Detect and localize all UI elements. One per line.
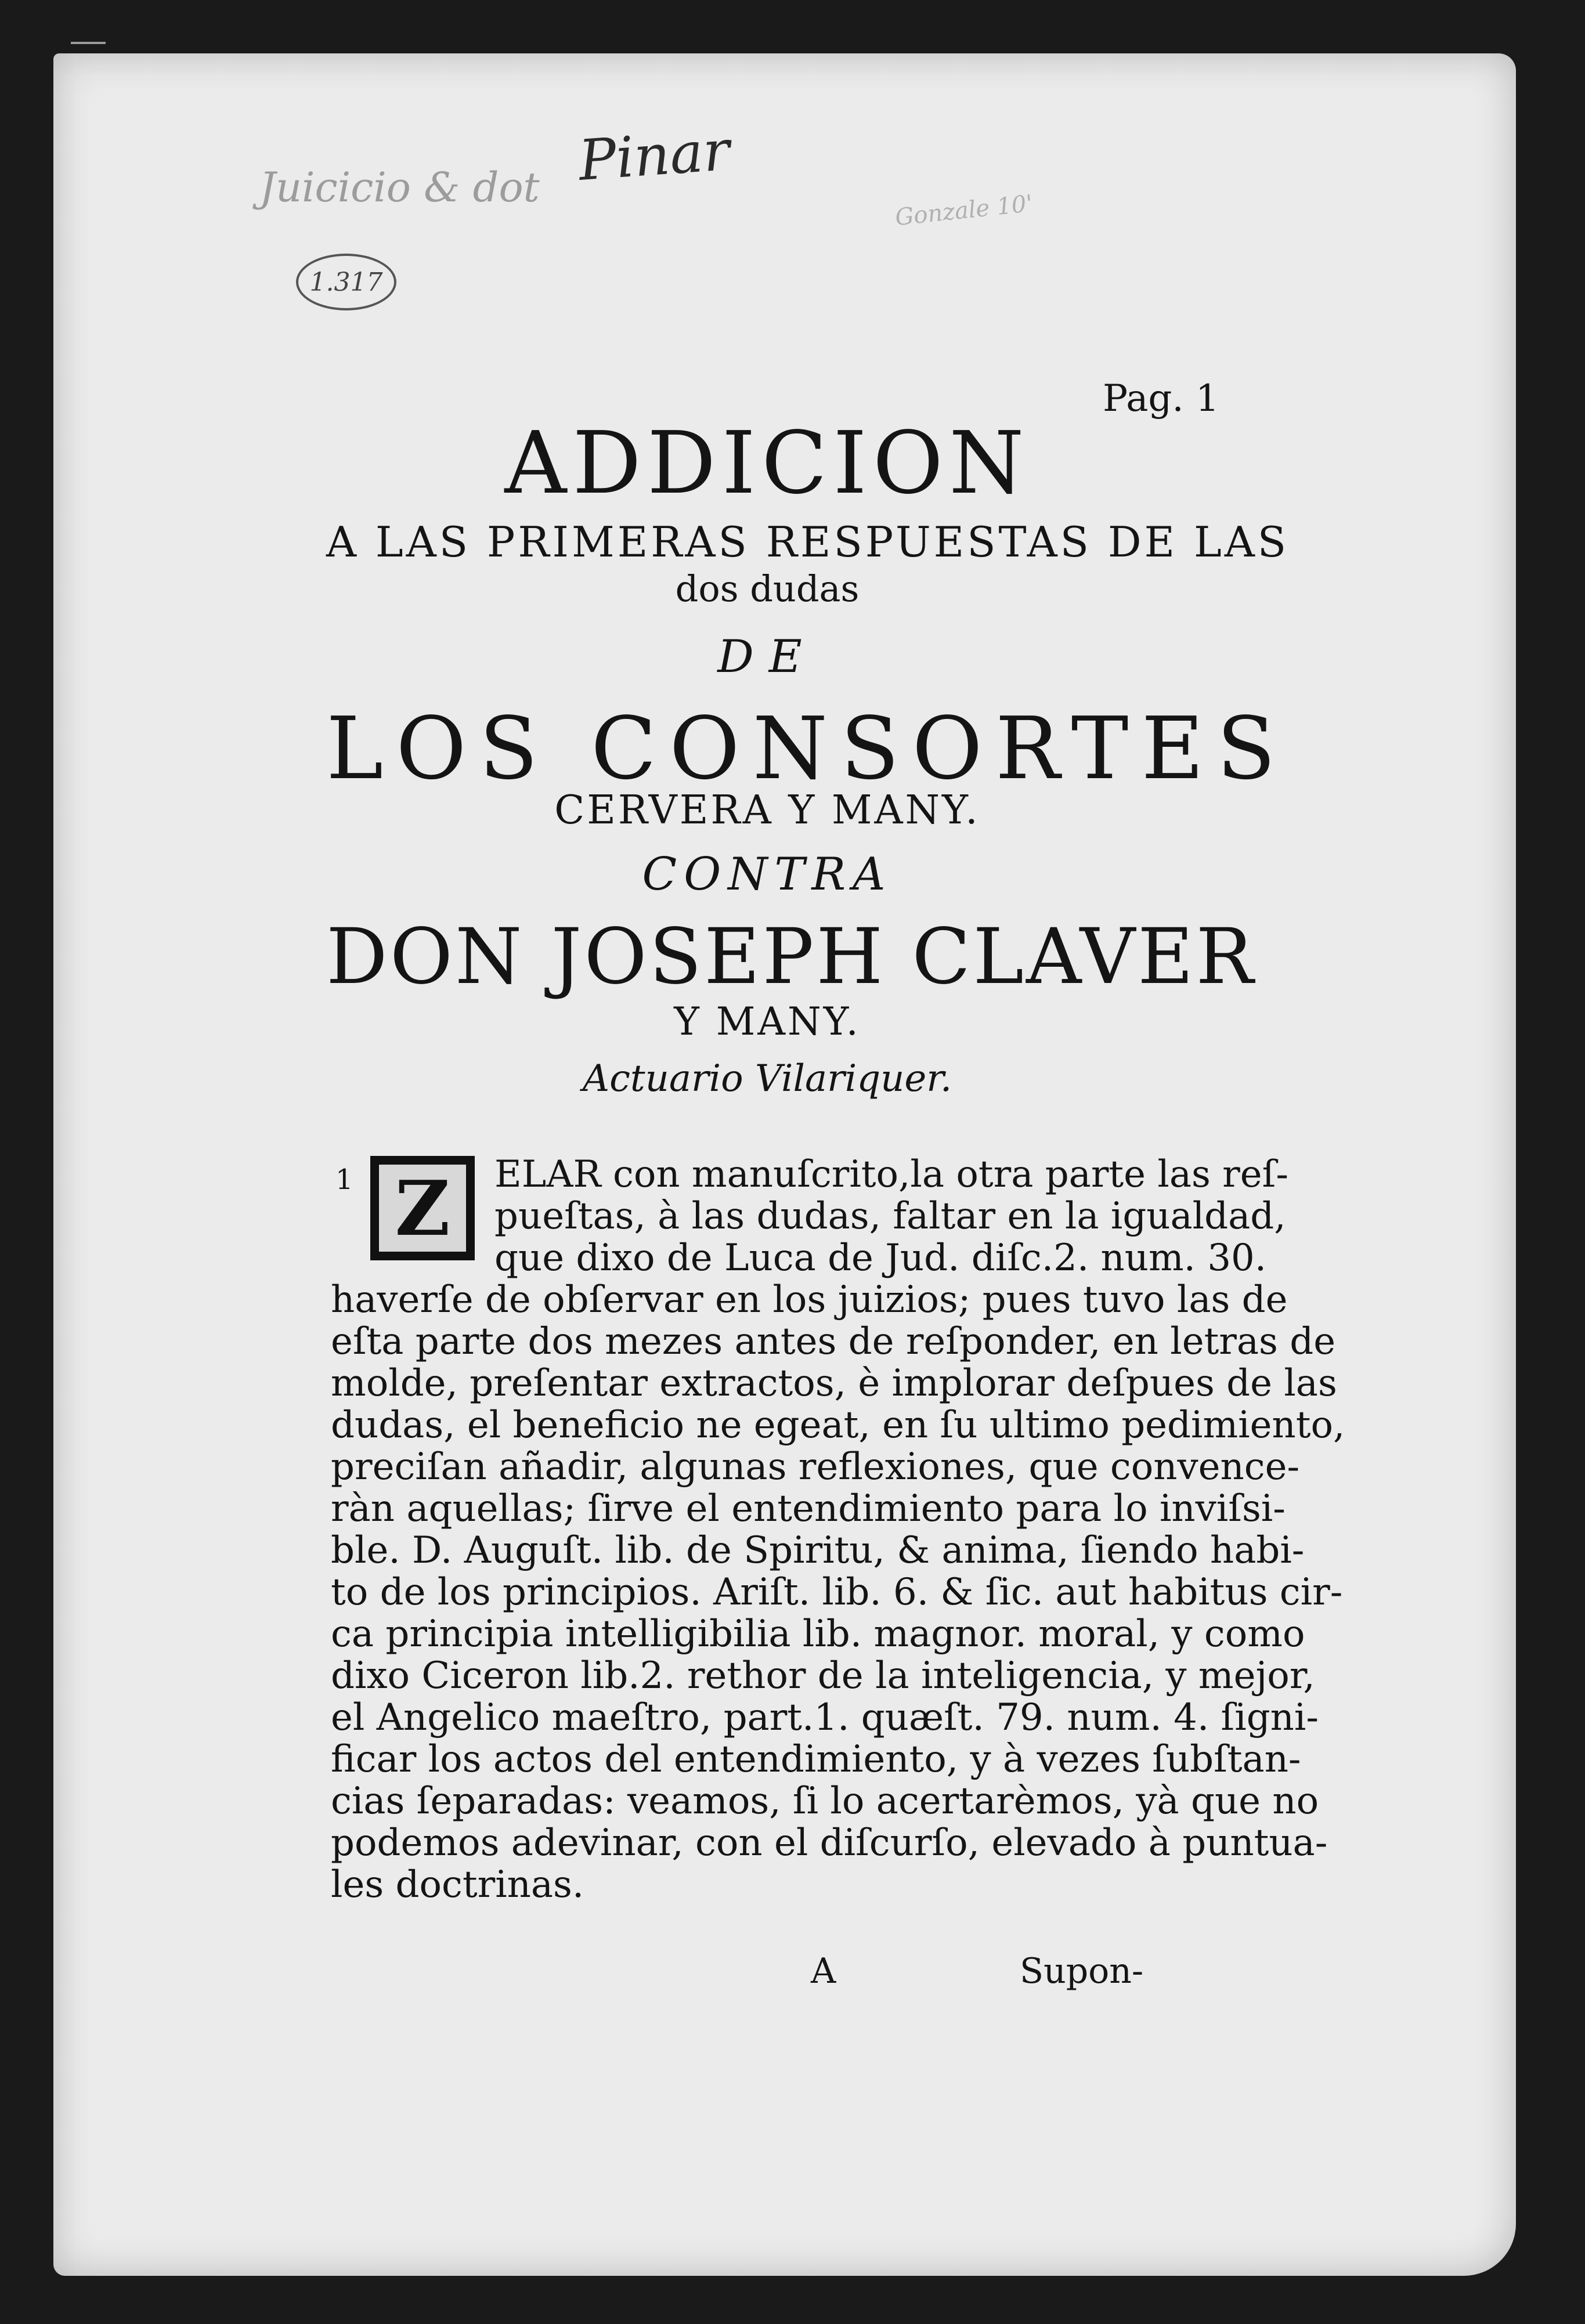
body-line: ràn aquellas; ſirve el entendimiento para lo inviſsi- [331,1487,1286,1530]
subtitle-line-2: dos dudas [675,568,860,610]
body-line: to de los principios. Ariſt. lib. 6. & ſic. aut habitus cir- [331,1571,1343,1614]
defendant-heading: DON JOSEPH CLAVER [326,912,1256,1002]
body-line: preciſan añadir, algunas reflexiones, que convence- [331,1445,1300,1488]
body-line: cias ſeparadas: veamos, ſi lo acertarèmos, yà que no [331,1780,1319,1823]
defendant-tail: Y MANY. [674,999,861,1044]
faded-manuscript-note: Juicicio & dot [259,164,540,211]
catalog-number-stamp: 1.317 [296,254,396,310]
scan-edge-mark [71,42,106,44]
body-line: les doctrinas. [331,1863,584,1906]
pencil-note: Gonzale 10' [894,190,1034,232]
initial-letter: Z [379,1165,466,1252]
parties-heading: LOS CONSORTES [326,699,1288,798]
body-line: dudas, el beneficio ne egeat, en ſu ultimo pedimiento, [331,1404,1345,1447]
body-line: el Angelico maeſtro, part.1. quæſt. 79. num. 4. ſigni- [331,1696,1319,1739]
de-heading: DE [717,631,817,683]
page-number: Pag. 1 [1103,377,1219,420]
document-page [53,53,1516,2276]
body-line: pueſtas, à las dudas, faltar en la igualdad, [494,1195,1286,1238]
subtitle-line-1: A LAS PRIMERAS RESPUESTAS DE LAS [326,518,1290,566]
actuario-line: Actuario Vilariquer. [582,1057,952,1100]
body-line: que dixo de Luca de Jud. diſc.2. num. 30. [494,1237,1267,1280]
body-line: eſta parte dos mezes antes de reſponder, en letras de [331,1320,1336,1363]
paragraph-number: 1 [335,1163,353,1196]
decorated-initial [370,1156,475,1260]
ink-signature-note: Pinar [576,118,732,193]
catchword: Supon- [1020,1951,1144,1992]
body-line: molde, preſentar extractos, è implorar deſpues de las [331,1362,1337,1405]
body-line: podemos adevinar, con el diſcurſo, elevado à puntua- [331,1821,1328,1864]
contra-heading: CONTRA [642,848,893,901]
body-line: haverſe de obſervar en los juizios; pues tuvo las de [331,1278,1288,1321]
body-line: ble. D. Auguſt. lib. de Spiritu, & anima, ſiendo habi- [331,1529,1305,1572]
signature-mark: A [811,1951,836,1992]
document-title: ADDICION [504,413,1030,513]
parties-names: CERVERA Y MANY. [554,787,980,833]
body-line: ca principia intelligibilia lib. magnor. moral, y como [331,1613,1305,1656]
body-line: ELAR con manuſcrito,la otra parte las reſ- [494,1153,1288,1196]
body-line: dixo Ciceron lib.2. rethor de la inteligencia, y mejor, [331,1654,1315,1697]
body-line: ficar los actos del entendimiento, y à vezes ſubſtan- [331,1738,1301,1781]
